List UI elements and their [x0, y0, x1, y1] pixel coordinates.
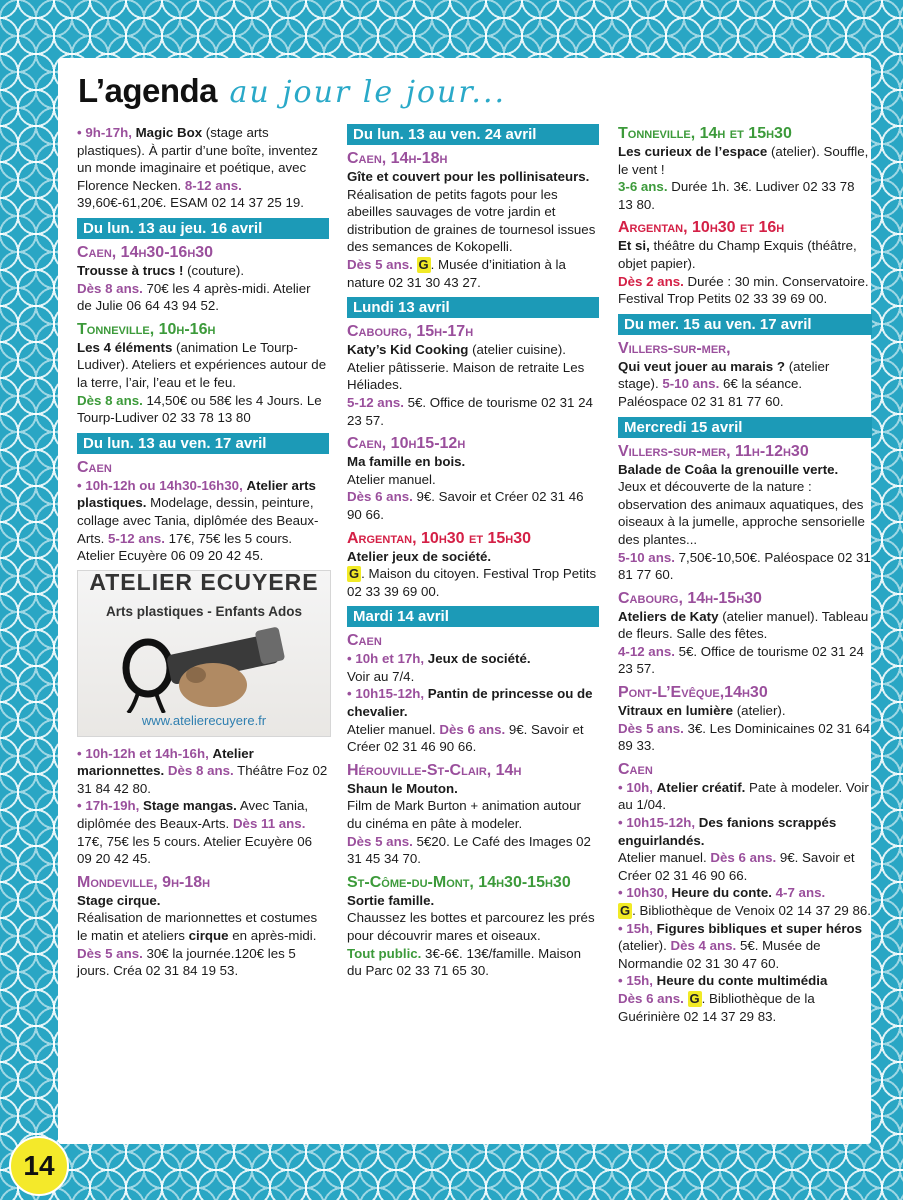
event-city: St-Côme-du-Mont, 14h30-15h30 [347, 873, 571, 891]
event-name: Magic Box [135, 125, 203, 140]
event-desc: Atelier manuel. [618, 850, 711, 866]
date-band: Du mer. 15 au ven. 17 avril [618, 314, 872, 335]
event-name: Les 4 éléments [77, 339, 173, 355]
event-time: • 10h-12h et 14h-16h, [77, 745, 209, 761]
ad-atelier-ecuyere[interactable] [77, 570, 331, 737]
event-age: Dès 2 ans. [618, 273, 684, 289]
event-name: Stage mangas. [143, 798, 237, 814]
event-arts-plastiques [77, 458, 329, 565]
event-info: 9€. Savoir et Créer 02 31 46 90 66. [347, 721, 584, 755]
event-time: • 10h-12h ou 14h30-16h30, [77, 477, 243, 493]
event-city: Cabourg, 14h-15h30 [618, 589, 762, 607]
event-name: Figures bibliques et super héros [656, 920, 863, 936]
event-city: Caen, 10h15-12h [347, 435, 466, 453]
event-desc: Avec Tania, diplômée des Beaux-Arts. [77, 798, 309, 832]
event-info: 5€. Office de tourisme 02 31 24 23 57. [618, 643, 864, 677]
event-name: Ma famille en bois. [347, 454, 466, 470]
event-desc: Jeux et découverte de la nature : observation des animaux aquatiques, des oiseaux à la jumelle, approche sensorielle des plantes... [618, 479, 865, 547]
event-info: 3€-6€. 13€/famille. Maison du Parc 02 33 71 65 30. [347, 945, 582, 979]
event-desc: Pate à modeler. Voir au 1/04. [618, 779, 869, 813]
title-main: L’agenda [78, 72, 218, 109]
date-band: Lundi 13 avril [347, 297, 599, 318]
event-name: Heure du conte. [671, 885, 772, 901]
event-info: 7,50€-10,50€. Paléospace 02 31 81 77 60. [618, 549, 871, 583]
title-script: au jour le jour... [229, 75, 507, 110]
event-coaa [618, 442, 872, 584]
event-jeux-societe-caen [347, 631, 599, 756]
event-desc: (atelier cuisine). [468, 342, 566, 358]
event-name: Gîte et couvert pour les pollinisateurs. [347, 169, 590, 184]
ad-illustration [108, 623, 298, 713]
event-info: . Bibliothèque de la Guérinière 02 14 37 29 83. [618, 990, 815, 1024]
date-band: Mardi 14 avril [347, 606, 599, 627]
event-age: Dès 5 ans. [347, 833, 413, 849]
event-name: Vitraux en lumière [618, 703, 734, 719]
event-desc: Atelier manuel. [347, 471, 436, 487]
event-kid-cooking [347, 322, 599, 429]
event-time: • 15h, [618, 973, 653, 989]
column-3 [618, 124, 872, 1030]
event-magic-box [77, 124, 329, 212]
event-et-si [618, 218, 872, 307]
event-name: Qui veut jouer au marais ? [618, 358, 785, 374]
event-desc: Réalisation de petits fagots pour les abeilles sauvages de votre jardin et distribution de graines de tournesol issues des semances de Kokopelli. [347, 186, 596, 255]
event-info: Durée : 30 min. Conservatoire. Festival Trop Petits 02 33 39 69 00. [618, 273, 869, 307]
event-desc: Voir au 7/4. [347, 668, 415, 684]
event-city: Caen [618, 760, 653, 778]
event-info: 5€. Office de tourisme 02 31 24 23 57. [347, 394, 593, 428]
event-time: • 10h15-12h, [347, 686, 425, 702]
event-desc: Atelier manuel. [347, 721, 440, 737]
event-time: • 15h, [618, 920, 653, 936]
event-name: Sortie famille. [347, 892, 435, 908]
date-band: Du lun. 13 au ven. 24 avril [347, 124, 599, 145]
event-desc: (atelier). [733, 703, 786, 719]
event-name: Shaun le Mouton. [347, 780, 458, 796]
event-name: Heure du conte multimédia [656, 973, 828, 989]
event-city: Argentan, 10h30 et 16h [618, 219, 785, 237]
event-desc: (atelier stage). [618, 358, 830, 392]
event-age: Dès 6 ans. [347, 489, 413, 505]
event-age: 4-12 ans. [618, 643, 675, 659]
event-marionnettes [77, 745, 329, 868]
event-info: 17€, 75€ les 5 cours. Atelier Ecuyère 06 09 20 42 45. [77, 833, 313, 867]
event-desc: (atelier). Souffle, le vent ! [618, 144, 869, 177]
event-name: Des fanions scrappés enguirlandés. [618, 815, 837, 848]
event-age: 3-6 ans. [618, 179, 668, 195]
event-sortie-famille [347, 873, 599, 980]
event-caen-mercredi [618, 760, 872, 1025]
event-age: Dès 8 ans. [167, 763, 234, 779]
event-4-elements [77, 320, 329, 427]
event-desc: (couture). [183, 262, 245, 278]
event-name: Et si, [618, 238, 650, 254]
event-name: Katy’s Kid Cooking [347, 342, 469, 358]
event-desc: (atelier manuel). Tableau de fleurs. Salle des fêtes. [618, 608, 869, 642]
event-marais [618, 339, 872, 411]
event-info: 5€20. Le Café des Images 02 31 45 34 70. [347, 833, 591, 867]
event-name: Les curieux de l’espace [618, 144, 768, 159]
event-city: Mondeville, 9h-18h [77, 873, 211, 891]
event-name: Atelier arts plastiques. [77, 477, 316, 511]
event-desc: Film de Mark Burton + animation autour du cinéma en pâte à modeler. [347, 798, 581, 832]
event-trousse [77, 243, 329, 315]
event-ateliers-katy [618, 589, 872, 678]
event-info: 5€. Musée de Normandie 02 31 30 47 60. [618, 938, 821, 971]
event-age: Dès 6 ans. [618, 990, 684, 1006]
event-city: Argentan, 10h30 et 15h30 [347, 529, 532, 547]
event-age: Dès 6 ans. [439, 721, 506, 737]
event-desc: Réalisation de marionnettes et costumes le matin et ateliers [77, 910, 318, 944]
event-name: Pantin de princesse ou de chevalier. [347, 686, 593, 720]
event-info: Durée 1h. 3€. Ludiver 02 33 78 13 80. [618, 179, 855, 212]
event-desc: (stage arts plastiques). À partir d’une boîte, inventez un monde imaginaire et poétique, avec Florence Necken. [77, 125, 318, 193]
event-desc: (atelier). [618, 938, 671, 954]
event-age: Dès 5 ans. [347, 256, 413, 272]
event-curieux-espace [618, 124, 872, 213]
event-desc: Modelage, dessin, peinture, collage avec Tania, diplômée des Beaux-Arts. [77, 495, 319, 546]
event-pollinisateurs [347, 149, 599, 291]
column-1 [77, 124, 329, 985]
event-name: Trousse à trucs ! [77, 262, 184, 278]
event-info: . Maison du citoyen. Festival Trop Petits 02 33 39 69 00. [347, 566, 597, 599]
free-badge: G [689, 990, 700, 1006]
event-name: Balade de Coâa la grenouille verte. [618, 461, 839, 477]
event-info: . Musée d’initiation à la nature 02 31 30 43 27. [347, 256, 566, 290]
event-desc: théâtre du Champ Exquis (théâtre, objet papier). [618, 238, 857, 271]
free-badge: G [349, 566, 360, 582]
event-desc: Atelier pâtisserie. Maison de retraite Les Héliades. [347, 359, 585, 393]
event-desc: Chaussez les bottes et parcourez les prés pour découvrir mares et oiseaux. [347, 910, 595, 943]
event-time: • 10h15-12h, [618, 815, 696, 831]
event-jeux-societe [347, 529, 599, 601]
event-age: Dès 4 ans. [670, 938, 737, 954]
event-city: Caen [77, 458, 112, 476]
column-2 [347, 124, 599, 985]
event-desc: (animation Le Tourp-Ludiver). Ateliers et expériences autour de la terre, l’air, l’eau et le feu. [77, 339, 327, 390]
event-city: Villers-sur-mer, 11h-12h30 [618, 442, 809, 460]
event-time: • 10h30, [618, 885, 668, 901]
event-info: . Bibliothèque de Venoix 02 14 37 29 86. [632, 903, 871, 918]
event-city: Tonneville, 14h et 15h30 [618, 125, 792, 142]
ad-url[interactable]: www.atelierecuyere.fr [141, 713, 267, 729]
page-title [78, 72, 506, 122]
event-info: 9€. Savoir et Créer 02 31 46 90 66. [347, 489, 584, 522]
event-desc-bold: cirque [188, 928, 229, 944]
event-info: 3€. Les Dominicaines 02 31 64 89 33. [618, 720, 871, 754]
event-age: 5-12 ans. [347, 394, 404, 410]
event-famille-bois [347, 434, 599, 523]
event-info: 17€, 75€ les 5 cours. Atelier Ecuyère 06 09 20 42 45. [77, 530, 293, 564]
event-age: Dès 5 ans. [77, 945, 143, 961]
ad-subtitle: Arts plastiques - Enfants Ados [105, 603, 303, 619]
event-age: Dès 8 ans. [77, 280, 143, 296]
date-band: Du lun. 13 au ven. 17 avril [77, 433, 329, 454]
event-age: 5-10 ans. [618, 549, 675, 565]
event-city: Pont-L’Evêque,14h30 [618, 684, 768, 702]
event-time: • 17h-19h, [77, 798, 140, 814]
event-info: 14,50€ ou 58€ les 4 Jours. Le Tourp-Ludiver 02 33 78 13 80 [77, 392, 322, 426]
event-info: 6€ la séance. Paléospace 02 31 81 77 60. [618, 376, 803, 409]
event-stage-cirque [77, 873, 329, 980]
event-info: 30€ la journée.120€ les 5 jours. Créa 02 31 84 19 53. [77, 945, 296, 979]
event-age: 8-12 ans. [184, 177, 242, 193]
event-info: 39,60€-61,20€. ESAM 02 14 37 25 19. [77, 195, 304, 211]
event-name: Atelier créatif. [656, 779, 746, 795]
event-city: Cabourg, 15h-17h [347, 323, 474, 341]
event-time: • 10h et 17h, [347, 651, 425, 667]
ad-title: ATELIER ECUYERE [89, 569, 319, 595]
event-age: Dès 5 ans. [618, 720, 684, 736]
event-info: Théâtre Foz 02 31 84 42 80. [77, 763, 328, 796]
event-age: Tout public. [347, 945, 422, 961]
free-badge: G [418, 256, 429, 272]
event-age: Dès 6 ans. [710, 850, 777, 866]
event-name: Stage cirque. [77, 892, 161, 908]
event-city: Villers-sur-mer, [618, 339, 731, 357]
event-name: Jeux de société. [427, 651, 531, 667]
date-band: Du lun. 13 au jeu. 16 avril [77, 218, 329, 239]
free-badge: G [620, 903, 631, 918]
event-city: Caen, 14h-18h [347, 150, 448, 167]
page-number: 14 [9, 1136, 69, 1196]
event-name: Atelier marionnettes. [77, 745, 254, 779]
event-age: 5-10 ans. [662, 376, 720, 392]
event-city: Tonneville, 10h-16h [77, 320, 216, 338]
event-name: Atelier jeux de société. [347, 548, 492, 564]
event-age: Dès 11 ans. [232, 816, 306, 832]
event-info: 70€ les 4 après-midi. Atelier de Julie 06 64 43 94 52. [77, 280, 311, 314]
date-band: Mercredi 15 avril [618, 417, 872, 438]
event-time: • 9h-17h, [77, 125, 132, 140]
event-info: 9€. Savoir et Créer 02 31 46 90 66. [618, 850, 855, 883]
event-age: 5-12 ans. [108, 530, 165, 546]
event-vitraux [618, 683, 872, 755]
event-city: Hérouville-St-Clair, 14h [347, 761, 522, 779]
event-name: Ateliers de Katy [618, 608, 719, 624]
event-city: Caen, 14h30-16h30 [77, 243, 214, 261]
event-age: 4-7 ans. [775, 885, 826, 901]
event-time: • 10h, [618, 779, 653, 795]
event-shaun-mouton [347, 761, 599, 868]
event-age: Dès 8 ans. [77, 392, 143, 408]
event-city: Caen [347, 632, 382, 650]
event-desc: en après-midi. [228, 928, 317, 944]
